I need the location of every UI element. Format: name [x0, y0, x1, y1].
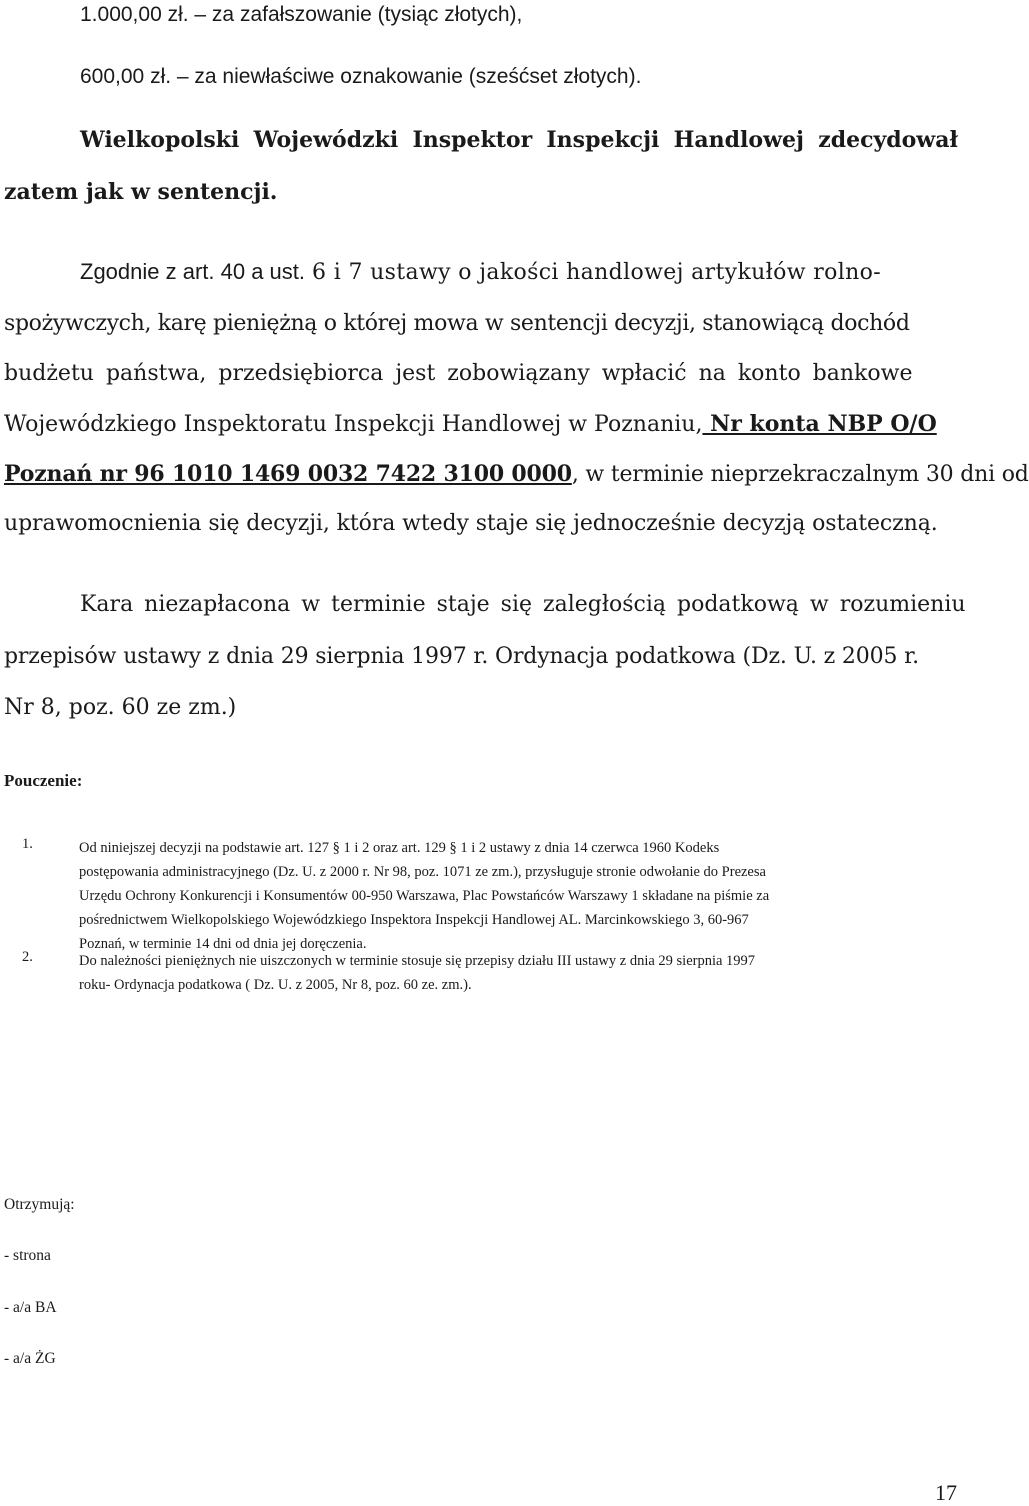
penalty-line-1: 1.000,00 zł. – za zafałszowanie (tysiąc złotych),	[80, 3, 523, 26]
decision-line-1	[80, 129, 958, 151]
bank-account-label: Nr konta NBP O/O	[702, 411, 937, 437]
instruction-heading: Pouczenie:	[4, 771, 83, 790]
decision-word: zdecydował	[818, 127, 958, 153]
payment-line-2: spożywczych, karę pieniężną o której mowa w sentencji decyzji, stanowiącą dochód	[4, 311, 910, 336]
payment-line-1-start: Zgodnie z art. 40 a ust.	[80, 259, 306, 284]
decision-word: Inspektor	[412, 127, 533, 153]
instruction-item-1-line-3: Urzędu Ochrony Konkurencji i Konsumentów 00-950 Warszawa, Plac Powstańców Warszawy 1 składane na piśmie za	[79, 888, 770, 904]
recipient-item: - a/a BA	[4, 1299, 57, 1316]
instruction-item-1-line	[79, 836, 959, 860]
payment-line-5-text: , w terminie nieprzekraczalnym 30 dni od	[571, 462, 1029, 487]
payment-line-4-text: Wojewódzkiego Inspektoratu Inspekcji Handlowej w Poznaniu,	[4, 412, 703, 437]
payment-line-1-end: 6 i 7 ustawy o jakości handlowej artykułów rolno-	[312, 260, 881, 285]
penalty-line-2: 600,00 zł. – za niewłaściwe oznakowanie (sześćset złotych).	[80, 65, 642, 88]
instruction-item-2-line-2: roku- Ordynacja podatkowa ( Dz. U. z 2005, Nr 8, poz. 60 ze. zm.).	[79, 977, 472, 993]
payment-line-1	[80, 261, 881, 284]
instruction-item-1-line-1: Od niniejszej decyzji na podstawie art. 127 § 1 i 2 oraz art. 129 § 1 i 2 ustawy z dnia 14 czerwca 1960 Kodeks	[79, 840, 720, 856]
payment-line-3: budżetu państwa, przedsiębiorca jest zobowiązany wpłacić na konto bankowe	[4, 361, 913, 386]
bank-account-number: Poznań nr 96 1010 1469 0032 7422 3100 0000	[4, 461, 572, 487]
payment-line-5	[4, 463, 1029, 486]
tax-line-1: Kara niezapłacona w terminie staje się zaległością podatkową w rozumieniu	[80, 592, 966, 617]
instruction-item-1-line-5: Poznań, w terminie 14 dni od dnia jej doręczenia.	[79, 936, 367, 952]
decision-line-2: zatem jak w sentencji.	[4, 179, 278, 205]
instruction-item-2-line-1: Do należności pieniężnych nie uiszczonych w terminie stosuje się przepisy działu III ustawy z dnia 29 sierpnia 1997	[79, 953, 756, 969]
tax-line-2: przepisów ustawy z dnia 29 sierpnia 1997 r. Ordynacja podatkowa (Dz. U. z 2005 r.	[4, 644, 919, 669]
instruction-item-2-number: 2.	[22, 949, 33, 965]
decision-word: Inspekcji	[546, 127, 660, 153]
instruction-item-1-line-2: postępowania administracyjnego (Dz. U. z 2000 r. Nr 98, poz. 1071 ze zm.), przysługuje stronie odwołanie do Prezesa	[79, 864, 766, 880]
recipient-item: - a/a ŻG	[4, 1350, 56, 1367]
recipients-heading: Otrzymują:	[4, 1196, 75, 1213]
instruction-item-1-number: 1.	[22, 836, 33, 852]
decision-word: Handlowej	[673, 127, 804, 153]
payment-line-6: uprawomocnienia się decyzji, która wtedy staje się jednocześnie decyzją ostateczną.	[4, 511, 938, 536]
payment-line-4	[4, 413, 937, 436]
page-number: 17	[935, 1480, 957, 1505]
decision-word: Wojewódzki	[253, 127, 399, 153]
decision-word: Wielkopolski	[80, 127, 240, 153]
instruction-item-1-line-4: pośrednictwem Wielkopolskiego Wojewódzkiego Inspektora Inspekcji Handlowej AL. Marcinkowskiego 3, 60-967	[79, 912, 749, 928]
instruction-item-1	[79, 836, 959, 956]
instruction-item-2	[79, 949, 959, 997]
recipient-item: - strona	[4, 1247, 51, 1264]
tax-line-3: Nr 8, poz. 60 ze zm.)	[4, 695, 237, 720]
